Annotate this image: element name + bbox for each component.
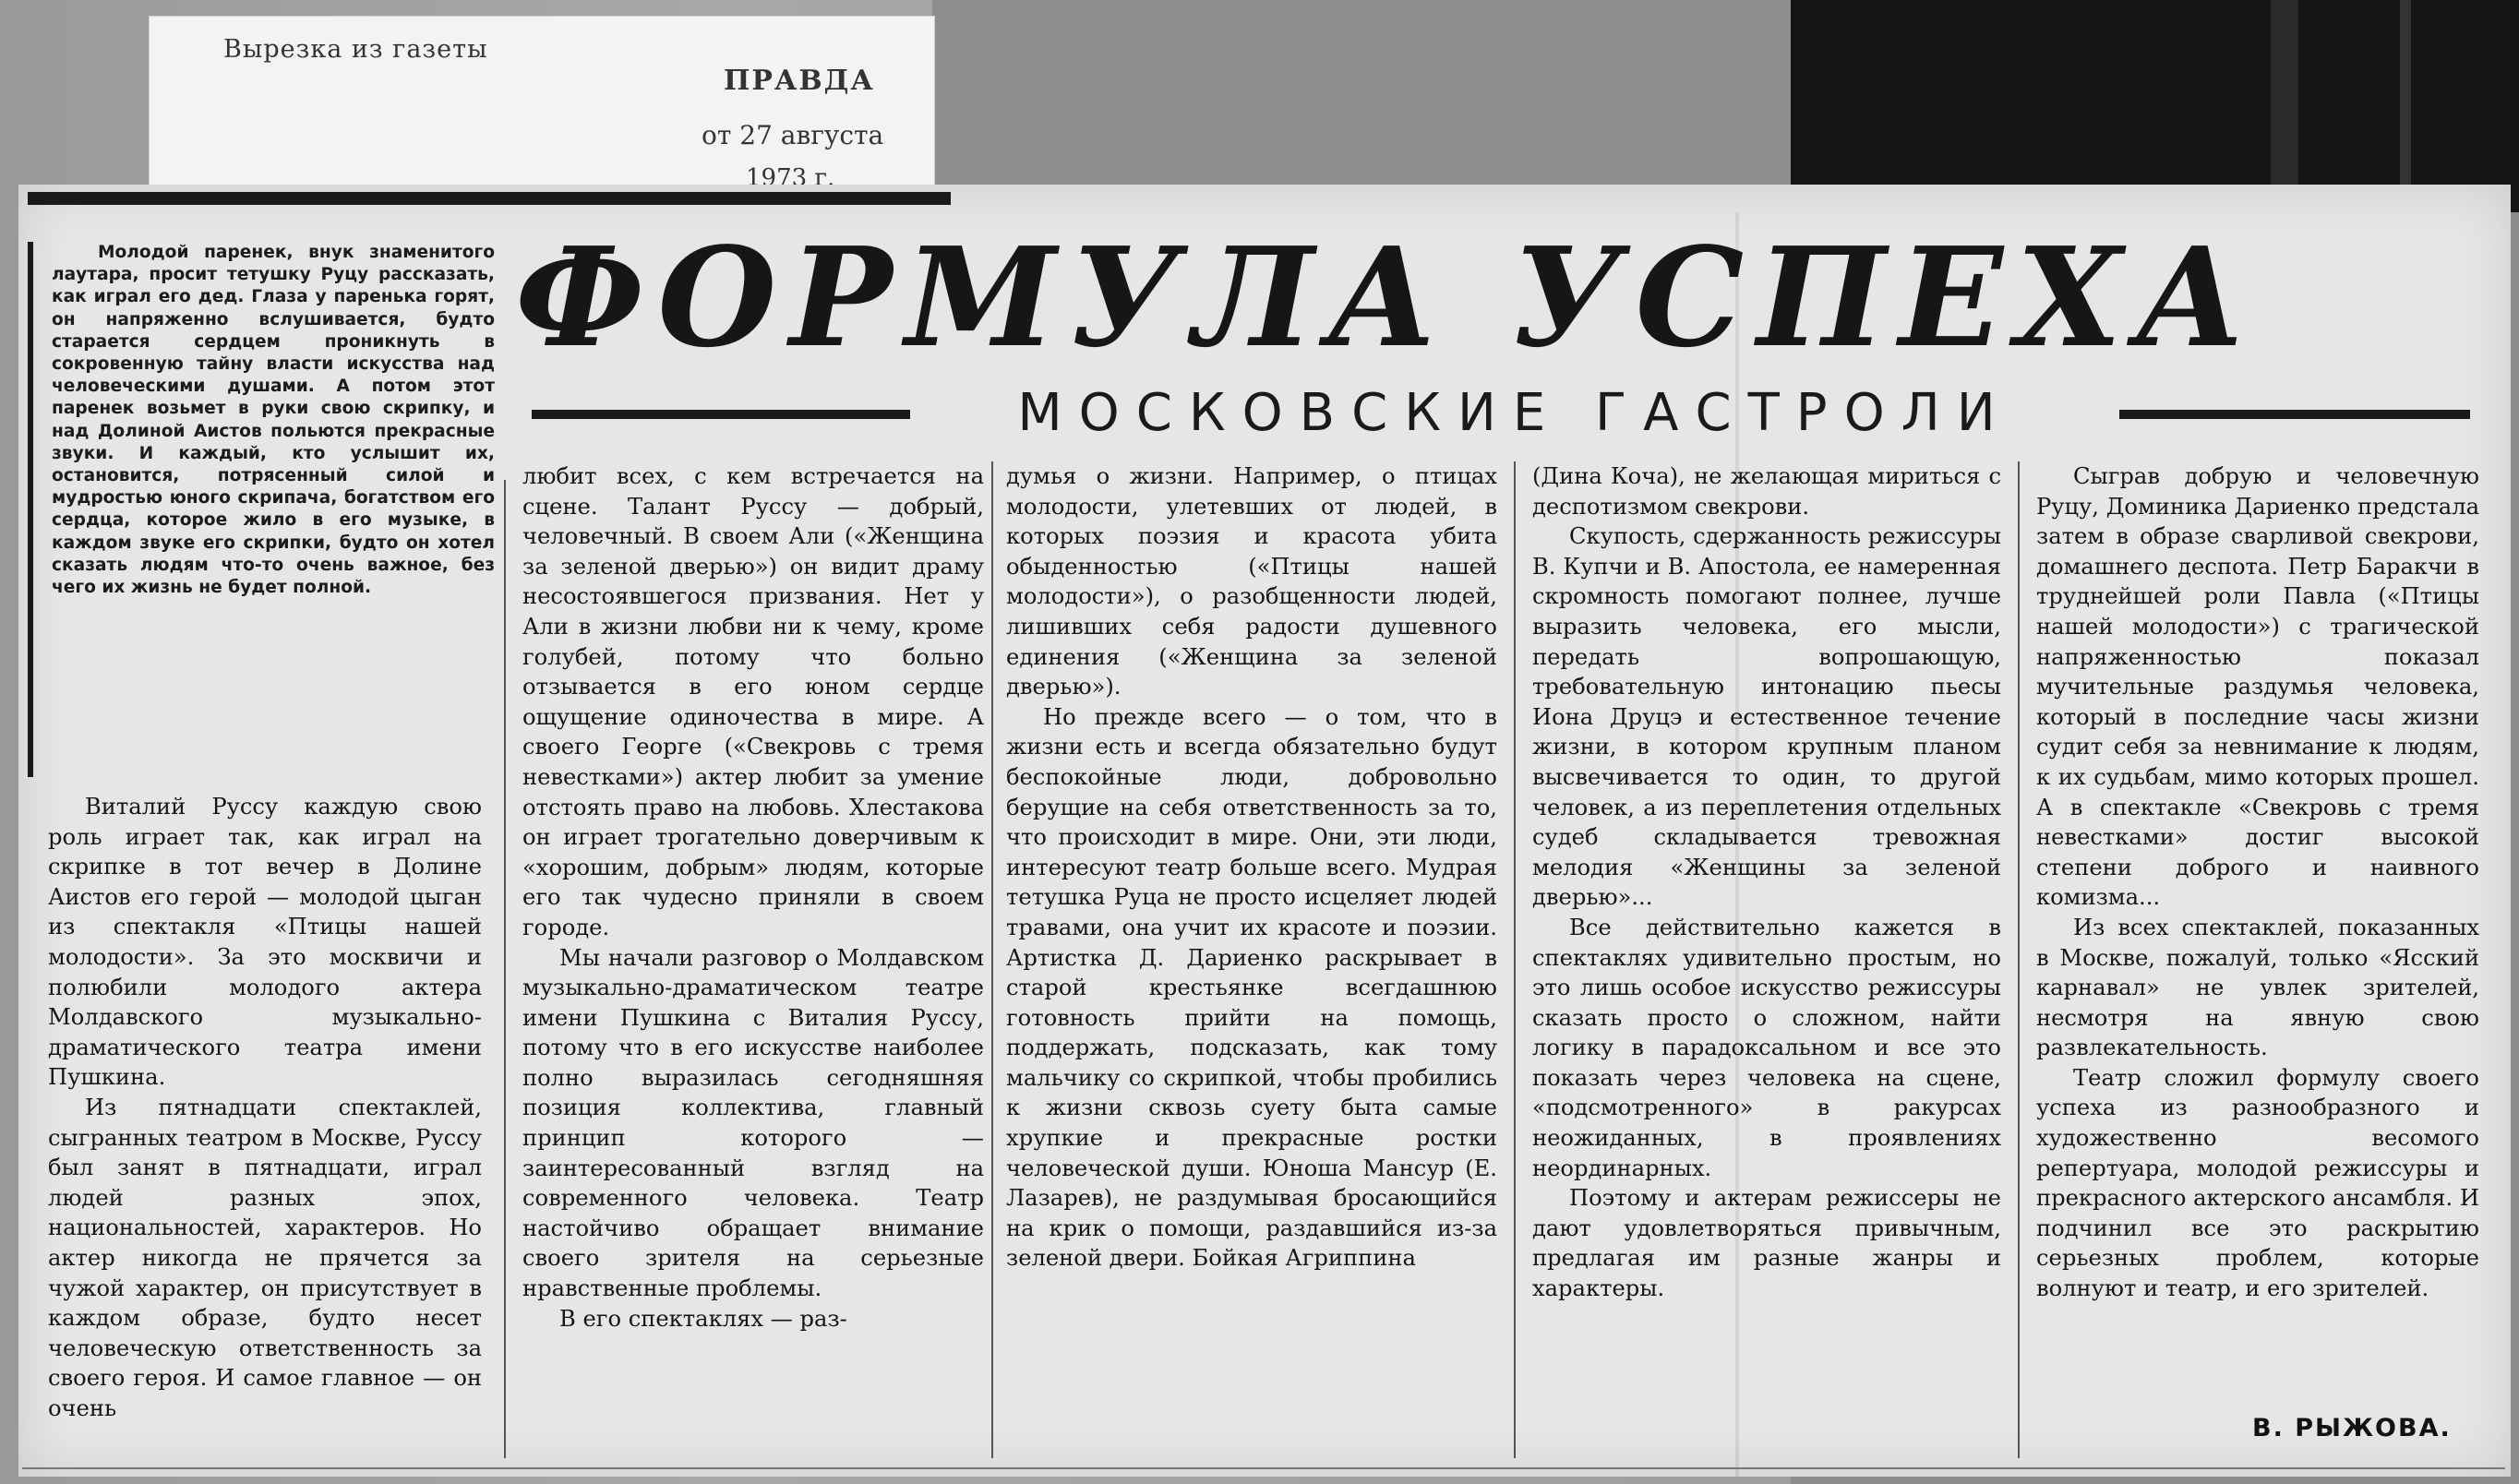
headline: ФОРМУЛА УСПЕХА bbox=[515, 217, 2260, 377]
column-divider bbox=[504, 480, 506, 1458]
paragraph: Скупость, сдержанность режиссуры В. Купчи и В. Апостола, ее намеренная скромность помогают полнее, лучше выразить человека, его мысли, передать вопрошающую, требовательную интонацию пьесы Иона Друцэ и естественное течение жизни, в котором крупным планом высвечивается то один, то другой человек, а из переплетения отдельных судеб складывается тревожная мелодия «Женщины за зеленой дверью»... bbox=[1532, 523, 2001, 911]
author-signature: В. РЫЖОВА. bbox=[2252, 1414, 2452, 1442]
paragraph: Сыграв добрую и человечную Руцу, Доминика Дариенко предстала затем в образе сварливой свекрови, домашнего деспота. Петр Баракчи в труднейшей роли Павла («Птицы нашей молодости») с трагической напряженностью показал мучительные раздумья человека, который в последние часы жизни судит себя за невнимание к людям, к их судьбам, мимо которых прошел. А в спектакле «Свекровь с тремя невестками» достиг высокой степени доброго и наивного комизма... bbox=[2036, 463, 2479, 911]
top-rule bbox=[28, 192, 951, 205]
article-column-5 bbox=[2036, 461, 2479, 1304]
paragraph: думья о жизни. Например, о птицах молодости, улетевших от людей, в которых поэзия и красота убита обыденностью («Птицы нашей молодости»), о разобщенности людей, лишивших себя радости душевного единения («Женщина за зеленой дверью»). bbox=[1006, 463, 1497, 700]
paragraph: Виталий Руссу каждую свою роль играет так, как играл на скрипке в тот вечер в Долине Аистов его герой — молодой цыган из спектакля «Птицы нашей молодости». За это москвичи и полюбили молодого актера Молдавского музыкально-драматического театра имени Пушкина. bbox=[48, 794, 482, 1091]
paragraph: Поэтому и актерам режиссеры не дают удовлетворяться привычным, предлагая им разные жанры и характеры. bbox=[1532, 1185, 2001, 1302]
dark-background-strip bbox=[2400, 0, 2411, 212]
subheading-rule-left bbox=[532, 410, 910, 419]
article-column-1 bbox=[48, 792, 482, 1423]
paragraph: Театр сложил формулу своего успеха из разнообразного и художественно весомого репертуара, молодой режиссуры и прекрасного актерского ансамбля. И подчинил все это раскрытию серьезных проблем, которые волнуют и театр, и его зрителей. bbox=[2036, 1064, 2479, 1302]
bottom-rule bbox=[22, 1467, 2505, 1469]
paragraph: любит всех, с кем встречается на сцене. Талант Руссу — добрый, человечный. В своем Али («Женщина за зеленой дверью») он видит драму несостоявшегося призвания. Нет у Али в жизни любви ни к чему, кроме голубей, потому что больно отзывается в его юном сердце ощущение одиночества в мире. А своего Георге («Свекровь с тремя невестками») актер любит за умение отстоять право на любовь. Хлестакова он играет трогательно доверчивым к «хорошим, добрым» людям, которые его так чудесно приняли в своем городе. bbox=[522, 463, 984, 940]
clipping-source: Вырезка из газеты bbox=[223, 35, 488, 64]
paragraph: Мы начали разговор о Молдавском музыкально-драматическом театре имени Пушкина с Виталия Руссу, потому что в его искусстве наиболее полно выразилась сегодняшняя позиция коллектива, главный принцип которого — заинтересованный взгляд на современного человека. Театр настойчиво обращает внимание своего зрителя на серьезные нравственные проблемы. bbox=[522, 944, 984, 1302]
paragraph: Из всех спектаклей, показанных в Москве, пожалуй, только «Ясский карнавал» не увлек зрителей, несмотря на явную свою развлекательность. bbox=[2036, 914, 2479, 1061]
paragraph: Из пятнадцати спектаклей, сыгранных театром в Москве, Руссу был занят в пятнадцати, играл людей разных эпох, национальностей, характеров. Но актер никогда не прячется за чужой характер, он присутствует в каждом образе, будто несет человеческую ответственность за своего героя. И самое главное — он очень bbox=[48, 1094, 482, 1421]
dark-background-strip bbox=[2271, 0, 2298, 212]
clipping-label bbox=[150, 17, 934, 185]
intro-block bbox=[28, 242, 504, 777]
subheading: МОСКОВСКИЕ ГАСТРОЛИ bbox=[1017, 383, 2012, 443]
subheading-block bbox=[532, 383, 2479, 443]
clipping-date: от 27 августа bbox=[702, 120, 884, 150]
column-divider bbox=[2018, 461, 2020, 1458]
paragraph: В его спектаклях — раз- bbox=[559, 1305, 847, 1332]
column-divider bbox=[991, 461, 993, 1458]
article-column-4 bbox=[1532, 461, 2001, 1304]
article-column-2 bbox=[522, 461, 984, 1334]
intro-text: Молодой паренек, внук знаменитого лаутара, просит тетушку Руцу рассказать, как играл его дед. Глаза у паренька горят, он напряженно вслушивается, будто старается сердцем проникнуть в сокровенную тайну власти искусства над человеческими душами. А потом этот паренек возьмет в руки свою скрипку, и над Долиной Аистов польются прекрасные звуки. И каждый, кто услышит их, остановится, потрясенный силой и мудростью юного скрипача, богатством его сердца, которое жило в его музыке, в каждом звуке его скрипки, будто он хотел сказать людям что-то очень важное, без чего их жизнь не будет полной. bbox=[52, 243, 495, 598]
column-divider bbox=[1514, 461, 1516, 1458]
clipping-year: 1973 г. bbox=[746, 164, 835, 185]
background-panel bbox=[932, 0, 1791, 185]
newspaper-name: ПРАВДА bbox=[724, 65, 875, 97]
paragraph: Все действительно кажется в спектаклях удивительно простым, но это лишь особое искусство режиссуры сказать просто о сложном, найти логику в парадоксальном и все это показать через человека на сцене, «подсмотренного» в ракурсах неожиданных, в проявлениях неординарных. bbox=[1532, 914, 2001, 1181]
paragraph: (Дина Коча), не желающая мириться с деспотизмом свекрови. bbox=[1532, 463, 2001, 520]
subheading-rule-right bbox=[2119, 410, 2470, 419]
article-column-3 bbox=[1006, 461, 1497, 1274]
paragraph: Но прежде всего — о том, что в жизни есть и всегда обязательно будут беспокойные люди, добровольно берущие на себя ответственность за то, что происходит в мире. Они, эти люди, интересуют театр больше всего. Мудрая тетушка Руца не просто исцеляет людей травами, она учит их красоте и поэзии. Артистка Д. Дариенко раскрывает в старой крестьянке всегдашнюю готовность прийти на помощь, поддержать, подсказать, как тому мальчику со скрипкой, чтобы пробились к жизни сквозь суету быта самые хрупкие и прекрасные ростки человеческой души. Юноша Мансур (Е. Лазарев), не раздумывая бросающийся на крик о помощи, раздавшийся из-за зеленой двери. Бойкая Агриппина bbox=[1006, 703, 1497, 1272]
